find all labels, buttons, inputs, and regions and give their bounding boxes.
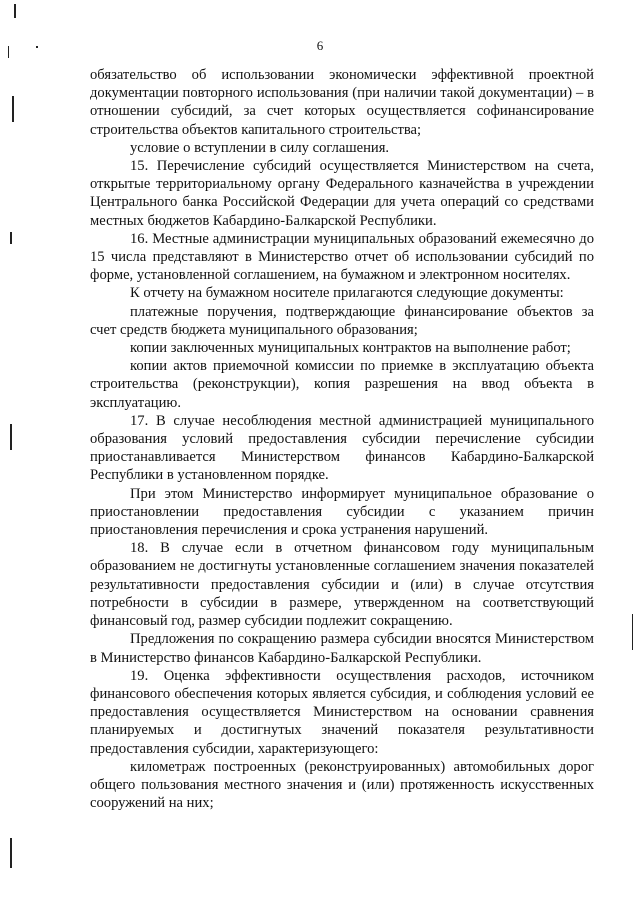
paragraph: Предложения по сокращению размера субсидии вносятся Министерством в Министерство финансов Кабардино-Балкарской Республики. (90, 631, 594, 666)
scan-artifact (10, 424, 12, 450)
paragraph: При этом Министерство информирует муниципальное образование о приостановлении предоставления субсидии с указанием причин приостановления перечисления и срока устранения нарушений. (90, 485, 594, 539)
scan-artifact (632, 614, 633, 650)
scan-artifact (10, 232, 12, 244)
paragraph: К отчету на бумажном носителе прилагаются следующие документы: (130, 285, 564, 302)
paragraph: километраж построенных (реконструированных) автомобильных дорог общего пользования местного значения и (или) протяженность искусственных сооружений на них; (90, 758, 594, 812)
paragraph: 18. В случае если в отчетном финансовом году муниципальным образованием не достигнуты установленные соглашением значения показателей результативности предоставления субсидии и (или) в случае отсутствия потребности в субсидии в размере, утвержденном на соответствующий финансовый год, размер субсидии подлежит сокращению. (90, 540, 594, 630)
paragraph: 19. Оценка эффективности осуществления расходов, источником финансового обеспечения которых является субсидия, и соблюдения условий ее предоставления осуществляется Министерством на основании сравнения планируемых и достигнутых значений показателя результативности предоставления субсидии, характеризующего: (90, 667, 594, 757)
paragraph: копии актов приемочной комиссии по приемке в эксплуатацию объекта строительства (реконструкции), копия разрешения на ввод объекта в эксплуатацию. (90, 358, 594, 411)
scan-artifact (10, 838, 12, 868)
paragraph: условие о вступлении в силу соглашения. (130, 139, 390, 156)
paragraph: обязательство об использовании экономически эффективной проектной документации повторного использования (при наличии такой документации) – в отношении субсидий, за счет которых осуществляется софинансирование строительства объектов капитального строительства; (90, 67, 594, 138)
paragraph: 15. Перечисление субсидий осуществляется Министерством на счета, открытые территориальному органу Федерального казначейства в учреждении Центрального банка Российской Федерации для учета операций со средствами местных бюджетов Кабардино-Балкарской Республики. (90, 158, 594, 229)
scan-artifact (12, 96, 14, 122)
scan-artifact (14, 4, 16, 18)
paragraph: 17. В случае несоблюдения местной администрацией муниципального образования условий предоставления субсидии перечисление субсидии приостанавливается Министерством финансов Кабардино-Балкарской Республики в установленном порядке. (90, 412, 594, 484)
paragraph: платежные поручения, подтверждающие финансирование объектов за счет средств бюджета муниципального образования; (90, 303, 594, 338)
paragraph: 16. Местные администрации муниципальных образований ежемесячно до 15 числа представляют в Министерство отчет об использовании субсидий по форме, установленной соглашением, на бумажном и электронном носителях. (90, 230, 594, 284)
paragraph: копии заключенных муниципальных контрактов на выполнение работ; (130, 340, 571, 357)
document-body (90, 66, 594, 812)
page-number: 6 (316, 38, 324, 53)
